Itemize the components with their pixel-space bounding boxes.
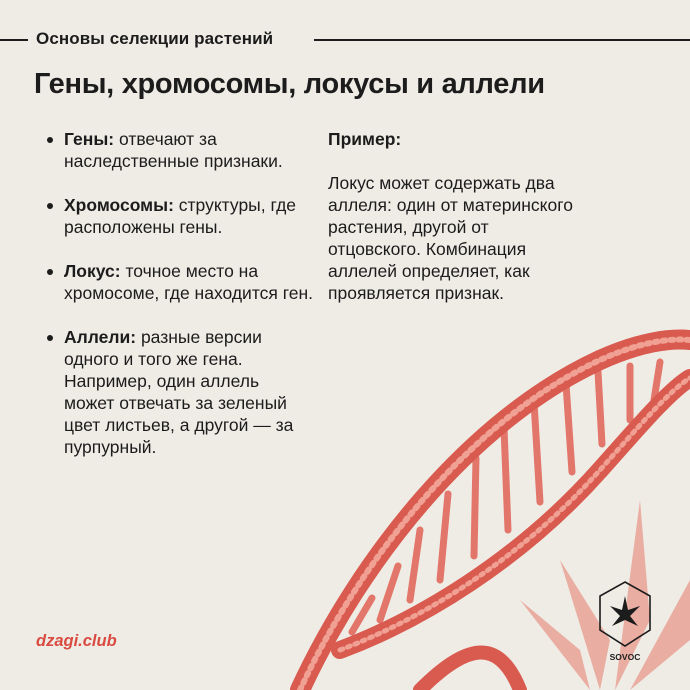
definition-term: Локус:: [64, 261, 121, 281]
header: [0, 28, 690, 50]
definition-text: разные версии одного и того же гена. Например, один аллель может отвечать за зеленый цвет листьев, а другой — за пурпурный.: [64, 327, 294, 457]
bullet-icon: [47, 203, 53, 209]
bullet-icon: [47, 137, 53, 143]
definition-text: отвечают за наследственные признаки.: [64, 129, 283, 171]
definition-term: Хромосомы:: [64, 195, 174, 215]
definition-text: точное место на хромосоме, где находится ген.: [64, 261, 313, 303]
bullet-icon: [47, 335, 53, 341]
site-link[interactable]: dzagi.club: [36, 632, 117, 650]
definition-text: структуры, где расположены гены.: [64, 195, 297, 237]
page-title: Гены, хромосомы, локусы и аллели: [34, 68, 545, 100]
header-rule-right: [314, 39, 690, 41]
definitions-list: [44, 128, 314, 480]
list-item: [44, 128, 314, 172]
section-kicker: Основы селекции растений: [36, 29, 274, 48]
example-block: [328, 128, 578, 304]
list-item: [44, 194, 314, 238]
header-rule-left: [0, 39, 28, 41]
example-title: Пример:: [328, 129, 402, 149]
list-item: [44, 326, 314, 458]
definition-term: Гены:: [64, 129, 115, 149]
example-text: Локус может содержать два аллеля: один от материнского растения, другой от отцовского. Комбинация аллелей определяет, как проявляется признак.: [328, 173, 573, 303]
definition-term: Аллели:: [64, 327, 137, 347]
list-item: [44, 260, 314, 304]
bullet-icon: [47, 269, 53, 275]
logo-label: SOVOC: [609, 652, 641, 662]
